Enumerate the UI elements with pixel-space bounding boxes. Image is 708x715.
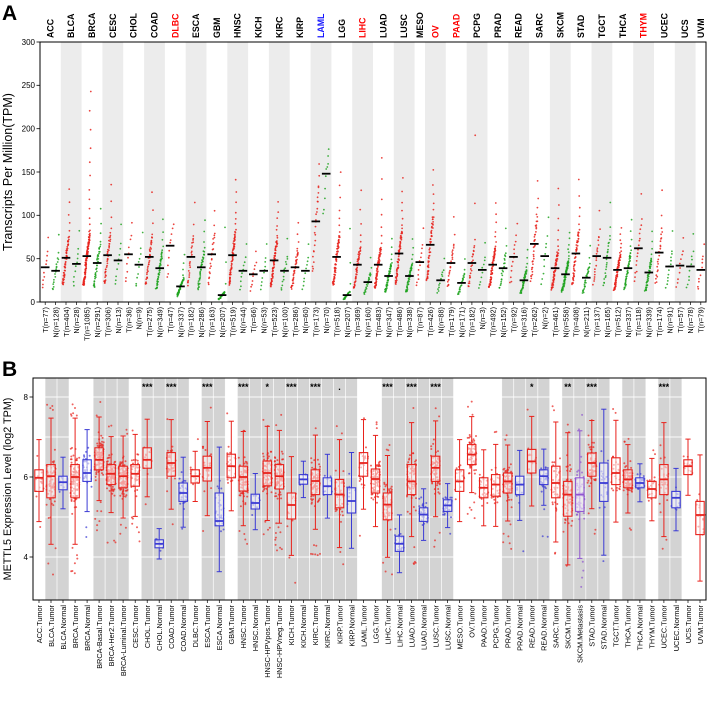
svg-text:Transcripts Per Million(TPM): Transcripts Per Million(TPM) — [1, 93, 15, 251]
svg-text:GBM: GBM — [211, 17, 222, 38]
svg-text:***: *** — [165, 382, 177, 392]
svg-text:100: 100 — [21, 211, 35, 221]
svg-text:LIHC: LIHC — [357, 17, 368, 38]
svg-text:PRAD: PRAD — [492, 13, 503, 38]
svg-text:N(n=165): N(n=165) — [602, 307, 612, 338]
svg-text:T(n=369): T(n=369) — [353, 307, 363, 337]
svg-text:T(n=518): T(n=518) — [332, 307, 342, 337]
svg-text:T(n=486): T(n=486) — [394, 307, 404, 337]
svg-text:0: 0 — [30, 297, 35, 307]
svg-text:CHOL.Normal: CHOL.Normal — [155, 605, 164, 651]
svg-text:N(n=207): N(n=207) — [342, 307, 352, 338]
svg-text:N(n=338): N(n=338) — [405, 307, 415, 338]
svg-text:CHOL: CHOL — [128, 13, 139, 38]
svg-text:T(n=408): T(n=408) — [571, 307, 581, 337]
svg-text:PAAD: PAAD — [451, 13, 462, 38]
svg-text:GBM.Tumor: GBM.Tumor — [227, 605, 237, 645]
svg-text:READ.Tumor: READ.Tumor — [527, 605, 537, 649]
svg-text:COAD: COAD — [149, 12, 160, 38]
svg-text:LIHC.Tumor: LIHC.Tumor — [383, 605, 393, 645]
svg-text:T(n=118): T(n=118) — [634, 307, 644, 337]
svg-text:KIRP: KIRP — [295, 16, 306, 38]
svg-text:T(n=461): T(n=461) — [550, 307, 560, 337]
svg-text:N(n=3): N(n=3) — [478, 307, 488, 330]
svg-text:N(n=28): N(n=28) — [72, 307, 82, 334]
svg-text:N(n=558): N(n=558) — [561, 307, 571, 338]
svg-text:T(n=77): T(n=77) — [41, 307, 50, 333]
svg-text:N(n=78): N(n=78) — [686, 307, 696, 334]
svg-text:T(n=173): T(n=173) — [311, 307, 321, 337]
svg-text:CESC.Tumor: CESC.Tumor — [131, 605, 140, 649]
svg-text:DLBC.Tumor: DLBC.Tumor — [191, 605, 200, 648]
svg-text:N(n=207): N(n=207) — [217, 307, 227, 338]
svg-text:N(n=13): N(n=13) — [113, 307, 123, 334]
svg-text:T(n=66): T(n=66) — [249, 307, 259, 333]
svg-text:300: 300 — [21, 37, 35, 47]
svg-text:HNSC-HPVpos.Tumor: HNSC-HPVpos.Tumor — [263, 605, 273, 678]
svg-text:ESCA.Normal: ESCA.Normal — [215, 605, 225, 651]
svg-text:150: 150 — [21, 167, 35, 177]
svg-text:N(n=339): N(n=339) — [644, 307, 654, 338]
svg-text:T(n=179): T(n=179) — [446, 307, 456, 337]
svg-text:BLCA.Normal: BLCA.Normal — [58, 605, 68, 650]
svg-text:T(n=36): T(n=36) — [124, 307, 134, 333]
svg-text:OV.Tumor: OV.Tumor — [467, 605, 477, 638]
svg-text:T(n=57): T(n=57) — [675, 307, 685, 333]
svg-text:T(n=275): T(n=275) — [145, 307, 155, 337]
svg-text:KIRC.Normal: KIRC.Normal — [323, 605, 333, 648]
svg-text:N(n=44): N(n=44) — [238, 307, 248, 334]
svg-text:BRCA-Her2.Tumor: BRCA-Her2.Tumor — [106, 605, 116, 667]
svg-text:***: *** — [286, 382, 297, 392]
svg-text:THYM: THYM — [638, 13, 649, 38]
svg-text:T(n=182): T(n=182) — [467, 307, 477, 337]
svg-text:BLCA: BLCA — [66, 13, 77, 38]
svg-text:BRCA-Luminal.Tumor: BRCA-Luminal.Tumor — [118, 605, 128, 677]
svg-text:T(n=523): T(n=523) — [269, 307, 279, 337]
panel-b-letter: B — [2, 358, 18, 381]
svg-text:**: ** — [564, 382, 572, 392]
svg-text:SARC.Tumor: SARC.Tumor — [551, 605, 561, 649]
svg-text:T(n=492): T(n=492) — [488, 307, 498, 337]
svg-text:UVM: UVM — [695, 18, 706, 38]
svg-text:MESO: MESO — [414, 12, 425, 38]
svg-text:***: *** — [382, 382, 393, 392]
svg-text:STAD: STAD — [576, 14, 587, 38]
svg-text:.: . — [338, 382, 341, 392]
panel-a-letter: A — [2, 2, 18, 25]
svg-text:N(n=128): N(n=128) — [51, 307, 61, 338]
svg-text:N(n=60): N(n=60) — [301, 307, 311, 334]
svg-text:N(n=70): N(n=70) — [322, 307, 331, 334]
svg-text:KICH.Normal: KICH.Normal — [299, 605, 309, 648]
svg-text:KIRC.Tumor: KIRC.Tumor — [311, 605, 321, 646]
svg-text:T(n=519): T(n=519) — [228, 307, 238, 337]
svg-text:N(n=91): N(n=91) — [665, 307, 675, 334]
svg-text:KICH: KICH — [253, 16, 264, 38]
svg-text:LIHC.Normal: LIHC.Normal — [395, 605, 405, 648]
svg-text:T(n=79): T(n=79) — [696, 307, 706, 333]
svg-text:T(n=87): T(n=87) — [415, 307, 425, 333]
svg-text:KIRP.Tumor: KIRP.Tumor — [335, 605, 345, 644]
svg-text:KIRC: KIRC — [274, 16, 285, 38]
svg-text:READ.Normal: READ.Normal — [539, 605, 549, 651]
svg-text:T(n=262): T(n=262) — [530, 307, 540, 337]
svg-text:250: 250 — [21, 81, 35, 91]
svg-text:LAML.Tumor: LAML.Tumor — [359, 605, 369, 647]
svg-text:HNSC-HPVneg.Tumor: HNSC-HPVneg.Tumor — [275, 605, 285, 679]
svg-text:***: *** — [406, 382, 417, 392]
svg-text:T(n=512): T(n=512) — [613, 307, 623, 337]
svg-text:OV: OV — [430, 25, 441, 38]
svg-text:N(n=88): N(n=88) — [436, 307, 446, 334]
svg-text:N(n=2): N(n=2) — [540, 307, 550, 330]
svg-text:UCS: UCS — [680, 19, 691, 38]
svg-text:T(n=306): T(n=306) — [103, 307, 113, 337]
svg-text:***: *** — [202, 382, 213, 392]
svg-text:BRCA.Tumor: BRCA.Tumor — [70, 605, 80, 649]
svg-text:BRCA.Normal: BRCA.Normal — [82, 605, 92, 651]
svg-text:ACC: ACC — [45, 18, 56, 38]
svg-text:*: * — [265, 382, 270, 392]
svg-text:CESC: CESC — [107, 13, 118, 38]
svg-text:SKCM.Tumor: SKCM.Tumor — [563, 605, 573, 649]
svg-text:***: *** — [430, 382, 441, 392]
svg-text:SKCM: SKCM — [555, 12, 566, 38]
svg-text:KICH.Tumor: KICH.Tumor — [287, 605, 297, 646]
svg-text:LGG: LGG — [336, 18, 347, 38]
svg-text:T(n=404): T(n=404) — [61, 307, 71, 337]
svg-text:T(n=182): T(n=182) — [186, 307, 196, 337]
svg-text:50: 50 — [26, 254, 35, 264]
svg-text:COAD.Normal: COAD.Normal — [179, 605, 188, 652]
svg-text:PCPG.Tumor: PCPG.Tumor — [491, 605, 501, 649]
svg-text:N(n=53): N(n=53) — [259, 307, 269, 334]
svg-text:***: *** — [141, 382, 153, 392]
svg-text:N(n=9): N(n=9) — [134, 307, 144, 330]
svg-text:N(n=337): N(n=337) — [623, 307, 633, 338]
svg-text:N(n=211): N(n=211) — [582, 307, 592, 338]
svg-text:200: 200 — [21, 124, 35, 134]
svg-text:LUSC.Normal: LUSC.Normal — [443, 605, 453, 651]
svg-text:T(n=47): T(n=47) — [165, 307, 175, 333]
svg-text:UCEC: UCEC — [659, 13, 670, 38]
svg-text:T(n=483): T(n=483) — [374, 307, 383, 337]
svg-text:ESCA: ESCA — [191, 13, 202, 38]
svg-text:ACC.Tumor: ACC.Tumor — [34, 605, 44, 644]
svg-text:THCA: THCA — [617, 13, 628, 38]
svg-text:N(n=337): N(n=337) — [176, 307, 186, 338]
svg-text:T(n=426): T(n=426) — [426, 307, 435, 337]
svg-text:***: *** — [310, 382, 321, 392]
svg-text:PAAD.Tumor: PAAD.Tumor — [479, 605, 489, 648]
svg-text:HNSC.Tumor: HNSC.Tumor — [239, 605, 249, 649]
svg-text:T(n=137): T(n=137) — [592, 307, 602, 337]
svg-text:N(n=286): N(n=286) — [197, 307, 207, 338]
svg-text:LUAD.Tumor: LUAD.Tumor — [407, 605, 417, 648]
svg-text:TGCT: TGCT — [596, 14, 607, 38]
svg-text:MESO.Tumor: MESO.Tumor — [455, 605, 465, 650]
svg-text:N(n=347): N(n=347) — [384, 307, 394, 338]
svg-text:BLCA.Tumor: BLCA.Tumor — [46, 605, 56, 647]
svg-text:SARC: SARC — [534, 13, 545, 38]
svg-text:LUSC.Tumor: LUSC.Tumor — [431, 605, 441, 648]
svg-text:LUAD: LUAD — [378, 13, 389, 38]
svg-text:N(n=291): N(n=291) — [93, 307, 102, 338]
svg-text:***: *** — [238, 382, 249, 392]
svg-text:LUSC: LUSC — [399, 14, 410, 38]
svg-text:COAD.Tumor: COAD.Tumor — [167, 605, 176, 649]
svg-text:N(n=349): N(n=349) — [155, 307, 165, 338]
svg-text:T(n=174): T(n=174) — [655, 307, 664, 337]
svg-text:CHOL.Tumor: CHOL.Tumor — [143, 605, 152, 649]
svg-text:BRCA: BRCA — [87, 12, 97, 38]
svg-text:ESCA.Tumor: ESCA.Tumor — [203, 605, 213, 648]
svg-text:T(n=92): T(n=92) — [509, 307, 519, 333]
svg-text:N(n=152): N(n=152) — [498, 307, 508, 338]
svg-text:T(n=286): T(n=286) — [290, 307, 300, 337]
svg-text:PRAD.Normal: PRAD.Normal — [515, 605, 525, 651]
svg-text:*: * — [529, 382, 534, 392]
svg-text:READ: READ — [513, 13, 524, 38]
svg-text:N(n=100): N(n=100) — [280, 307, 290, 338]
svg-text:HNSC.Normal: HNSC.Normal — [251, 605, 261, 652]
svg-text:N(n=171): N(n=171) — [457, 307, 467, 338]
svg-text:N(n=160): N(n=160) — [363, 307, 373, 338]
svg-text:T(n=163): T(n=163) — [207, 307, 217, 337]
svg-text:PRAD.Tumor: PRAD.Tumor — [503, 605, 513, 649]
svg-text:LGG.Tumor: LGG.Tumor — [371, 605, 381, 644]
svg-text:N(n=316): N(n=316) — [519, 307, 529, 338]
svg-text:LAML: LAML — [316, 13, 326, 38]
svg-text:BRCA-Basal.Tumor: BRCA-Basal.Tumor — [94, 605, 104, 669]
svg-text:DLBC: DLBC — [170, 13, 181, 38]
svg-text:LUAD.Normal: LUAD.Normal — [419, 605, 429, 651]
svg-text:KIRP.Normal: KIRP.Normal — [347, 605, 357, 647]
svg-text:T(n=1085): T(n=1085) — [82, 307, 92, 341]
panel-a-plot — [1, 12, 706, 341]
svg-text:PCPG: PCPG — [472, 13, 483, 38]
panel-b-plot — [2, 378, 706, 678]
svg-text:HNSC: HNSC — [232, 13, 243, 38]
